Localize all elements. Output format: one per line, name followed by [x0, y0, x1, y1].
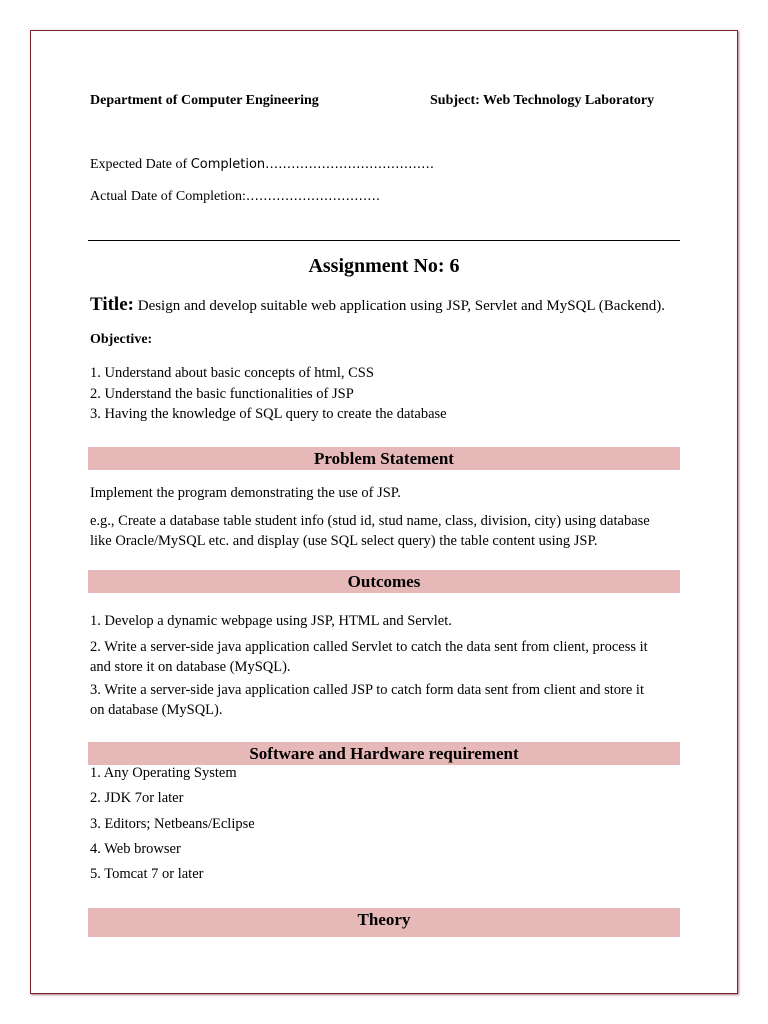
problem-example-line: e.g., Create a database table student info (stud id, stud name, class, division, city) using database — [90, 513, 650, 529]
requirements-heading: Software and Hardware requirement — [88, 742, 680, 765]
objective-item: 3. Having the knowledge of SQL query to create the database — [90, 406, 447, 422]
requirement-item: 1. Any Operating System — [90, 765, 237, 781]
theory-heading: Theory — [88, 908, 680, 937]
objective-item: 2. Understand the basic functionalities of JSP — [90, 385, 354, 402]
problem-line-1: Implement the program demonstrating the use of JSP. — [90, 485, 401, 501]
requirement-item: 3. Editors; Netbeans/Eclipse — [90, 816, 255, 832]
expected-date-label: Expected Date of — [90, 157, 191, 172]
subject-label: Subject: Web Technology Laboratory — [430, 93, 655, 108]
outcome-3-line: 3. Write a server-side java application called JSP to catch form data sent from client and store it — [90, 682, 644, 698]
outcome-3-line: on database (MySQL). — [90, 702, 223, 718]
expected-date-blank: Completion………………………………… — [190, 157, 435, 172]
objective-list — [90, 363, 447, 425]
objective-label: Objective: — [90, 332, 153, 347]
problem-example — [90, 511, 690, 551]
assignment-heading: Assignment No: 6 — [308, 255, 460, 277]
outcome-2 — [90, 637, 690, 677]
department-label: Department of Computer Engineering — [90, 93, 319, 108]
outcome-1: 1. Develop a dynamic webpage using JSP, HTML and Servlet. — [90, 613, 452, 629]
outcomes-heading: Outcomes — [88, 570, 680, 593]
problem-example-line: like Oracle/MySQL etc. and display (use SQL select query) the table content using JSP. — [90, 533, 598, 549]
title-label: Title: — [90, 294, 134, 315]
requirement-item: 4. Web browser — [90, 841, 181, 857]
actual-date-line — [90, 189, 380, 205]
requirement-item: 2. JDK 7or later — [90, 790, 184, 806]
header-divider — [88, 240, 680, 241]
actual-date-label: Actual Date of Completion: — [90, 189, 246, 204]
actual-date-blank: …………………………. — [245, 189, 381, 204]
objective-item: 1. Understand about basic concepts of html, CSS — [90, 365, 374, 381]
outcome-3 — [90, 680, 690, 720]
expected-date-line — [90, 157, 434, 173]
outcome-2-line: 2. Write a server-side java application called Servlet to catch the data sent from client, process it — [90, 639, 648, 655]
problem-statement-heading: Problem Statement — [88, 447, 680, 470]
requirement-item: 5. Tomcat 7 or later — [90, 866, 204, 882]
outcome-2-line: and store it on database (MySQL). — [90, 659, 291, 675]
title-text: Design and develop suitable web application using JSP, Servlet and MySQL (Backend). — [133, 298, 666, 314]
title-line — [90, 294, 690, 316]
